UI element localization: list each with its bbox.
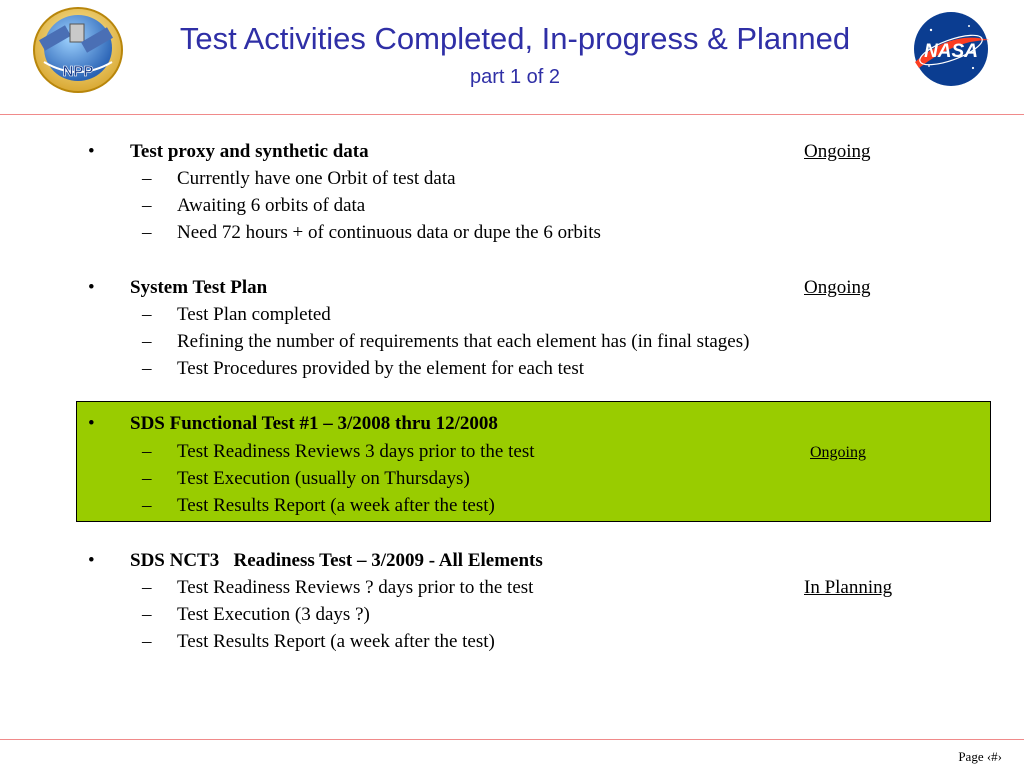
list-item: Test Plan completed [177,304,331,325]
nasa-logo [911,10,991,88]
dash: – [142,168,152,189]
dash: – [142,222,152,243]
list-item: Test Execution (3 days ?) [177,604,370,625]
footer-divider [0,739,1024,740]
list-item: Currently have one Orbit of test data [177,168,456,189]
npp-logo-text: NPP [62,63,94,80]
dash: – [142,331,152,352]
page-number: Page ‹#› [958,749,1002,764]
list-item: Test Results Report (a week after the test) [177,631,495,652]
dash: – [142,631,152,652]
section-heading: System Test Plan [130,277,268,298]
section-heading: Test proxy and synthetic data [130,141,369,162]
dash: – [142,468,152,489]
dash: – [142,441,152,462]
section-heading: SDS Functional Test #1 – 3/2008 thru 12/2008 [130,413,498,434]
dash: – [142,358,152,379]
section-heading: SDS NCT3 Readiness Test – 3/2009 - All Elements [130,550,543,571]
bullet: • [88,413,95,434]
list-item: Need 72 hours + of continuous data or dupe the 6 orbits [177,222,601,243]
list-item: Test Execution (usually on Thursdays) [177,468,470,489]
page-title: Test Activities Completed, In-progress & Planned [179,21,851,56]
dash: – [142,195,152,216]
list-item: Refining the number of requirements that each element has (in final stages) [177,331,750,352]
dash: – [142,604,152,625]
status-label: Ongoing [804,141,871,162]
bullet: • [88,550,95,571]
list-item: Test Readiness Reviews 3 days prior to the test [177,441,535,462]
dash: – [142,577,152,598]
status-label: Ongoing [810,444,866,461]
slide-header [0,0,1024,112]
npp-logo [30,4,126,96]
list-item: Awaiting 6 orbits of data [177,195,366,216]
list-item: Test Readiness Reviews ? days prior to the test [177,577,534,598]
list-item: Test Procedures provided by the element for each test [177,358,585,379]
status-label: Ongoing [804,277,871,298]
nasa-logo-text: NASA [924,41,978,62]
page-subtitle: part 1 of 2 [469,66,561,88]
list-item: Test Results Report (a week after the test) [177,495,495,516]
dash: – [142,495,152,516]
bullet: • [88,141,95,162]
header-divider [0,114,1024,115]
dash: – [142,304,152,325]
status-label: In Planning [804,577,893,598]
bullet: • [88,277,95,298]
